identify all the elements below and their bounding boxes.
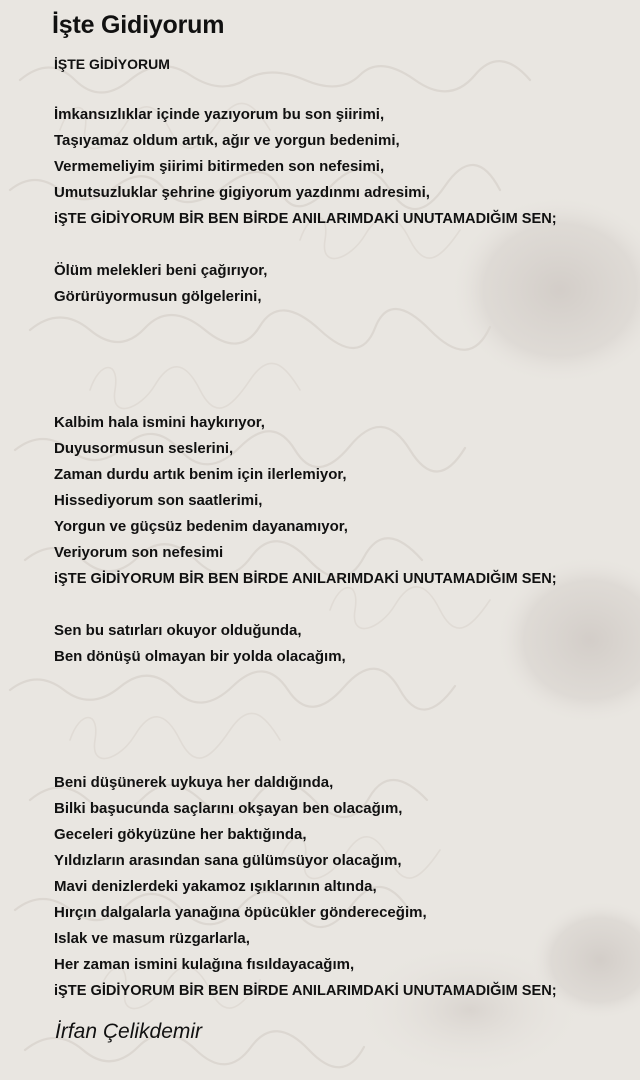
- poem-title: İşte Gidiyorum: [52, 11, 225, 39]
- poem-line: Beni düşünerek uykuya her daldığında,: [54, 774, 334, 791]
- poem-line: Ben dönüşü olmayan bir yolda olacağım,: [54, 648, 346, 665]
- poem-line: Islak ve masum rüzgarlarla,: [54, 930, 250, 947]
- poem-line: Hırçın dalgalarla yanağına öpücükler göndereceğim,: [54, 904, 427, 921]
- poem-line: Görürüyormusun gölgelerini,: [54, 288, 262, 305]
- poem-line: İmkansızlıklar içinde yazıyorum bu son şiirimi,: [54, 106, 385, 123]
- poem-line: Umutsuzluklar şehrine gigiyorum yazdınmı adresimi,: [54, 184, 430, 201]
- poem-line: Veriyorum son nefesimi: [54, 544, 224, 561]
- poem-line: Bilki başucunda saçlarını okşayan ben olacağım,: [54, 800, 403, 817]
- poem-line: Yorgun ve güçsüz bedenim dayanamıyor,: [54, 518, 348, 535]
- poem-line: Zaman durdu artık benim için ilerlemiyor,: [54, 466, 347, 483]
- poem-line: Ölüm melekleri beni çağırıyor,: [54, 262, 268, 279]
- poem-subtitle: İŞTE GİDİYORUM: [54, 56, 170, 72]
- poem-line: Kalbim hala ismini haykırıyor,: [54, 414, 265, 431]
- poem-line: Sen bu satırları okuyor olduğunda,: [54, 622, 302, 639]
- poem-line: Yıldızların arasından sana gülümsüyor olacağım,: [54, 852, 402, 869]
- poem-line: Duyusormusun seslerini,: [54, 440, 234, 457]
- poem-refrain: iŞTE GİDİYORUM BİR BEN BİRDE ANILARIMDAKİ UNUTAMADIĞIM SEN;: [54, 571, 557, 587]
- poem-line: Vermemeliyim şiirimi bitirmeden son nefesimi,: [54, 158, 385, 175]
- poem-line: Geceleri gökyüzüne her baktığında,: [54, 826, 307, 843]
- poem-line: Taşıyamaz oldum artık, ağır ve yorgun bedenimi,: [54, 132, 400, 149]
- author-name: İrfan Çelikdemir: [55, 1020, 203, 1043]
- poem-line: Hissediyorum son saatlerimi,: [54, 492, 263, 509]
- poem-refrain: iŞTE GİDİYORUM BİR BEN BİRDE ANILARIMDAKİ UNUTAMADIĞIM SEN;: [54, 211, 557, 227]
- poem-line: Mavi denizlerdeki yakamoz ışıklarının altında,: [54, 878, 377, 895]
- poem-refrain: iŞTE GİDİYORUM BİR BEN BİRDE ANILARIMDAKİ UNUTAMADIĞIM SEN;: [54, 983, 557, 999]
- poem-line: Her zaman ismini kulağına fısıldayacağım,: [54, 956, 355, 973]
